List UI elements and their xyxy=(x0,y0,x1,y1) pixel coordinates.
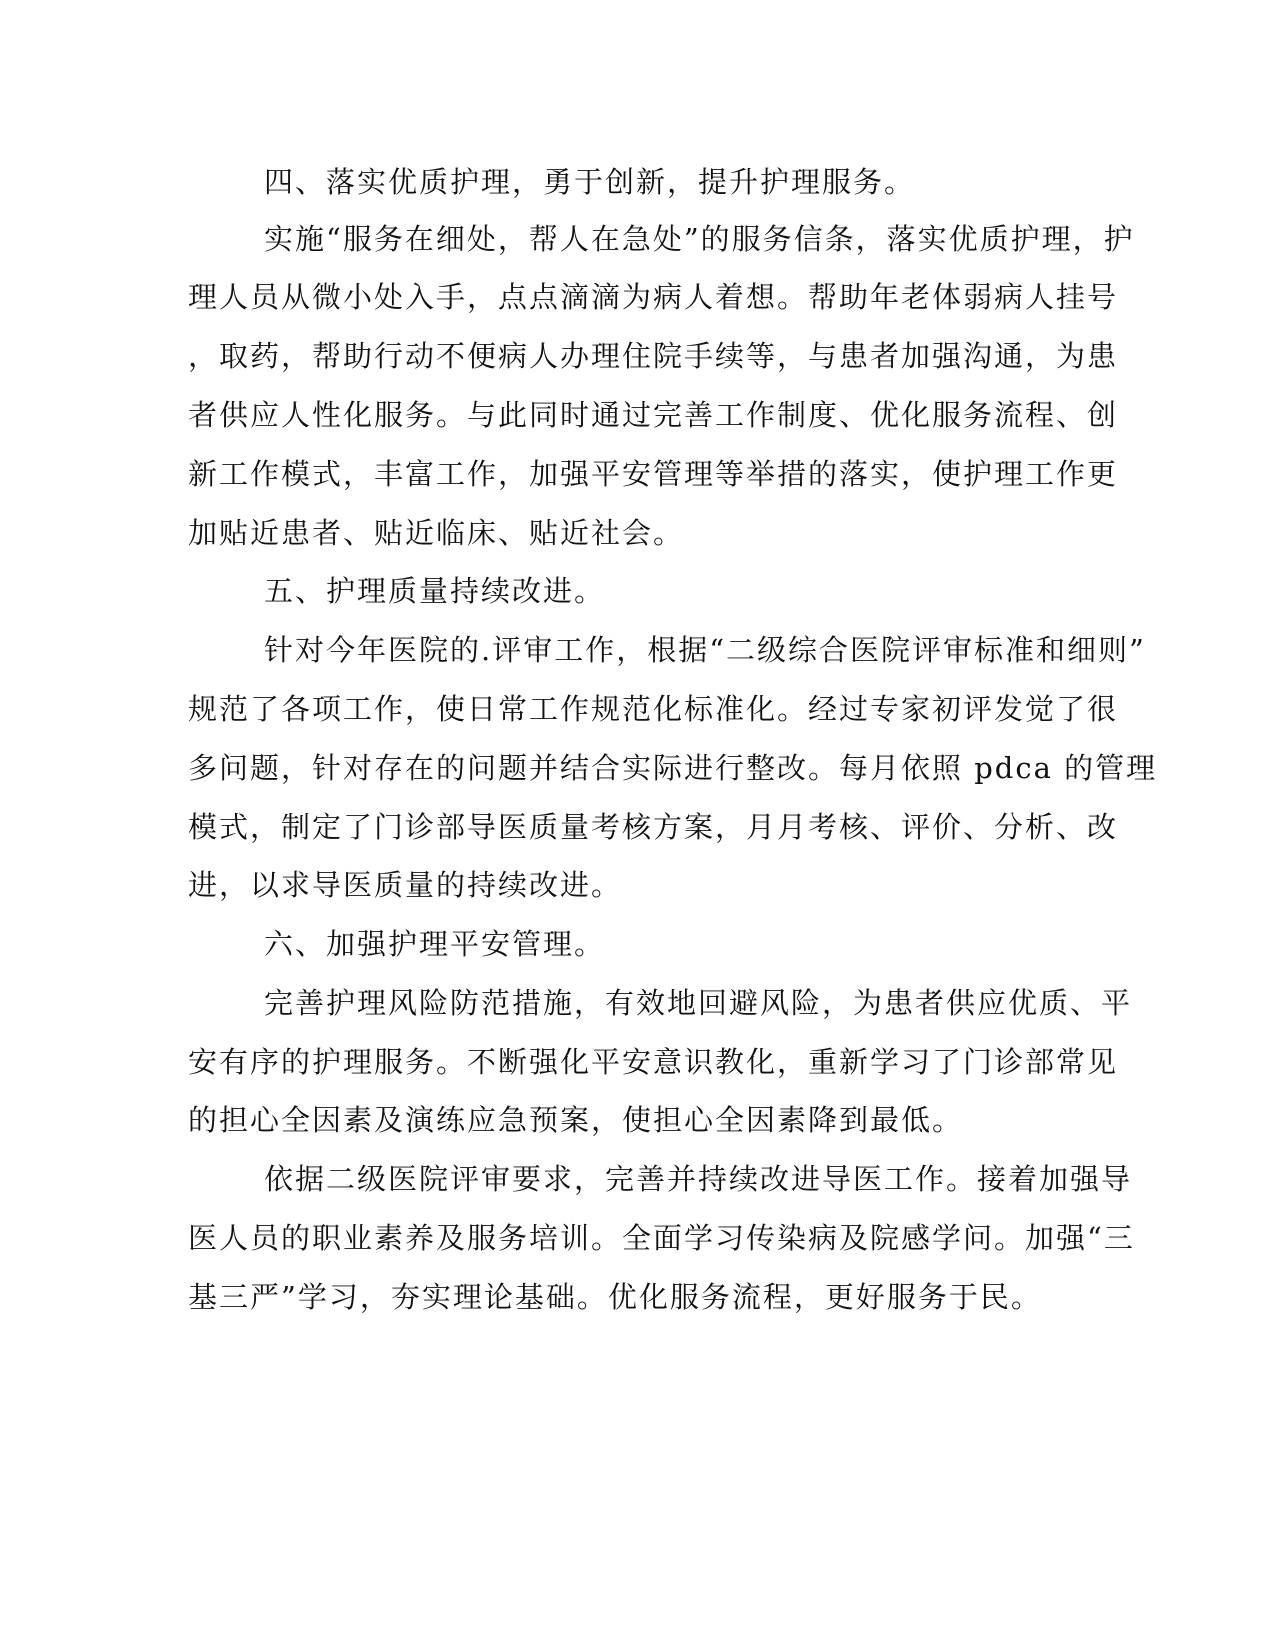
paragraph-line: 的担心全因素及演练应急预案，使担心全因素降到最低。 xyxy=(188,1103,964,1137)
paragraph-line: 加贴近患者、贴近临床、贴近社会。 xyxy=(188,516,685,550)
section-heading-5: 五、护理质量持续改进。 xyxy=(264,574,606,608)
paragraph-line: 进，以求导医质量的持续改进。 xyxy=(188,868,623,902)
paragraph-line: 多问题，针对存在的问题并结合实际进行整改。每月依照 pdca 的管理 xyxy=(188,751,1158,785)
paragraph-line: 者供应人性化服务。与此同时通过完善工作制度、优化服务流程、创 xyxy=(188,398,1119,432)
paragraph-line: 安有序的护理服务。不断强化平安意识教化，重新学习了门诊部常见 xyxy=(188,1045,1119,1079)
paragraph-line: 新工作模式，丰富工作，加强平安管理等举措的落实，使护理工作更 xyxy=(188,457,1119,491)
paragraph-line: 医人员的职业素养及服务培训。全面学习传染病及院感学问。加强“三 xyxy=(188,1221,1135,1255)
paragraph-line: 基三严”学习，夯实理论基础。优化服务流程，更好服务于民。 xyxy=(188,1280,1042,1314)
paragraph-line: 针对今年医院的.评审工作，根据“二级综合医院评审标准和细则” xyxy=(264,633,1146,667)
paragraph-line: ，取药，帮助行动不便病人办理住院手续等，与患者加强沟通，为患 xyxy=(188,339,1119,373)
paragraph-line: 理人员从微小处入手，点点滴滴为病人着想。帮助年老体弱病人挂号 xyxy=(188,280,1119,314)
section-heading-6: 六、加强护理平安管理。 xyxy=(264,927,606,961)
paragraph-line: 规范了各项工作，使日常工作规范化标准化。经过专家初评发觉了很 xyxy=(188,692,1119,726)
paragraph-line: 模式，制定了门诊部导医质量考核方案，月月考核、评价、分析、改 xyxy=(188,810,1119,844)
paragraph-line: 完善护理风险防范措施，有效地回避风险，为患者供应优质、平 xyxy=(264,986,1133,1020)
paragraph-line: 依据二级医院评审要求，完善并持续改进导医工作。接着加强导 xyxy=(264,1162,1133,1196)
section-heading-4: 四、落实优质护理，勇于创新，提升护理服务。 xyxy=(264,165,916,199)
paragraph-line: 实施“服务在细处，帮人在急处”的服务信条，落实优质护理，护 xyxy=(264,222,1135,256)
